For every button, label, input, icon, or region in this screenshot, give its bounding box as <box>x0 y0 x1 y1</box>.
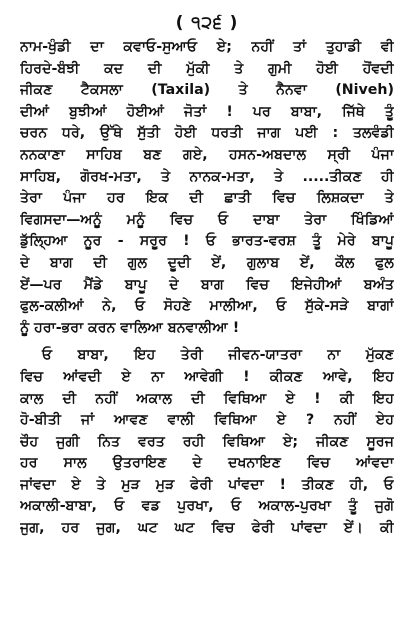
text-line: ਸਾਹਿਬ, ਗੋਰਖ-ਮਤਾ, ਤੇ ਨਾਨਕ-ਮਤਾ, ਤੇ .....ਤੀਕਣ ਹੀ <box>20 168 394 185</box>
text-line: ਦੀਆਂ ਬੁਝੀਆਂ ਹੋਈਆਂ ਜੋਤਾਂ ! ਪਰ ਬਾਬਾ, ਜਿੱਥੇ ਤੂੰ <box>20 103 394 120</box>
text-line: ਦੇ ਬਾਗ ਦੀ ਗੁਲ ਦੂਦੀ ਏਂ, ਗੁਲਾਬ ਏਂ, ਕੌਲ ਫੁਲ <box>20 254 394 271</box>
text-line: ਵਿਗਸਦਾ—ਅਨੂੰ ਮਨੂੰ ਵਿਚ ਓ ਦਾਬਾ ਤੇਰਾ ਖਿੰਡਿਆਂ <box>20 211 394 228</box>
text-line: ਅਕਾਲੀ-ਬਾਬਾ, ਓ ਵਡ ਪੁਰਖਾ, ਓ ਅਕਾਲ-ਪੁਰਖਾ ਤੂੰ ਜੁਗੋ <box>20 498 394 515</box>
text-line: ਤੇਰਾ ਪੰਜਾ ਹਰ ਇਕ ਦੀ ਛਾਤੀ ਵਿਚ ਲਿਸ਼ਕਦਾ ਤੇ <box>20 190 394 207</box>
text-line: ਕਾਲ ਦੀ ਨਹੀਂ ਅਕਾਲ ਦੀ ਵਿਥਿਆ ਏ ! ਕੀ ਇਹ <box>20 390 394 407</box>
page-number: ( ੧੨੬ ) <box>175 13 239 33</box>
text-line: ਚਰਨ ਧਰੇ, ਉੱਥੇ ਸੁੱਤੀ ਹੋਈ ਧਰਤੀ ਜਾਗ ਪਈ : ਤਲਵੰਡੀ <box>20 125 394 142</box>
text-line: ਨੂੰ ਹਰਾ-ਭਰਾ ਕਰਨ ਵਾਲਿਆ ਬਨਵਾਲੀਆ ! <box>20 319 240 336</box>
text-line: ਜੀਕਣ ਟੈਕਸਲਾ (Taxila) ਤੇ ਨੈਨਵਾ (Niveh) <box>20 82 394 99</box>
text-line: ਨਨਕਾਣਾ ਸਾਹਿਬ ਬਣ ਗਏ, ਹਸਨ-ਅਬਦਾਲ ਸ੍ਰੀ ਪੰਜਾ <box>20 146 394 163</box>
paragraph-2 <box>20 345 394 539</box>
text-line: ਚੌਹ ਜੁਗੀ ਨਿਤ ਵਰਤ ਰਹੀ ਵਿਥਿਆ ਏ; ਜੀਕਣ ਸੂਰਜ <box>20 433 394 450</box>
text-line: ਨਾਮ-ਖੁੰਡੀ ਦਾ ਕਵਾਓ-ਸੁਆਓ ਏ; ਨਹੀਂ ਤਾਂ ਤੁਹਾਡੀ ਵੀ <box>20 39 394 55</box>
text-line: ਜੁਗ, ਹਰ ਜੁਗ, ਘਟ ਘਟ ਵਿਚ ਫੇਰੀ ਪਾਂਵਦਾ ਏਂ। ਕੀ <box>20 520 394 537</box>
text-line: ਡੁੱਲ੍ਹਿਆ ਨੂਰ - ਸਰੂਰ ! ਓ ਭਾਰਤ-ਵਰਸ਼ ਤੂੰ ਮੇਰੇ ਬਾਪੂ <box>20 233 394 250</box>
paragraph-1 <box>20 37 394 339</box>
text-line: ਹਿਰਦੇ-ਬੰਝੀ ਕਦ ਦੀ ਮੁੱਕੀ ਤੇ ਗੁਮੀ ਹੋਈ ਹੋਂਵਦੀ <box>20 60 394 77</box>
text-line: ਵਿਚ ਆਂਵਦੀ ਏ ਨਾ ਆਵੇਗੀ ! ਕੀਕਣ ਆਵੇ, ਇਹ <box>20 368 394 385</box>
text-line: ਹਰ ਸਾਲ ਉਤਰਾਇਣ ਦੇ ਦਖਨਾਇਣ ਵਿਚ ਆਂਵਦਾ <box>20 455 394 472</box>
text-line: ਏਂ—ਪਰ ਮੈਂਡੇ ਬਾਪੂ ਦੇ ਬਾਗ ਵਿਚ ਇਜੇਹੀਆਂ ਬਅੰਤ <box>20 276 394 293</box>
text-line: ਓ ਬਾਬਾ, ਇਹ ਤੇਰੀ ਜੀਵਨ-ਯਾਤਰਾ ਨਾ ਮੁੱਕਣ <box>42 347 394 364</box>
text-line: ਜਾਂਵਦਾ ਏ ਤੇ ਮੁੜ ਮੁੜ ਫੇਰੀ ਪਾਂਵਦਾ ! ਤੀਕਣ ਹੀ, ਓ <box>20 476 394 493</box>
text-line: ਹੋ-ਬੀਤੀ ਜਾਂ ਆਵਣ ਵਾਲੀ ਵਿਥਿਆ ਏ ? ਨਹੀਂ ਏਹ <box>20 412 394 429</box>
text-line: ਫੁਲ-ਕਲੀਆਂ ਨੇ, ਓ ਸੋਹਣੇ ਮਾਲੀਆ, ਓ ਸੁੱਕੇ-ਸੜੇ ਬਾਗਾਂ <box>20 298 394 315</box>
